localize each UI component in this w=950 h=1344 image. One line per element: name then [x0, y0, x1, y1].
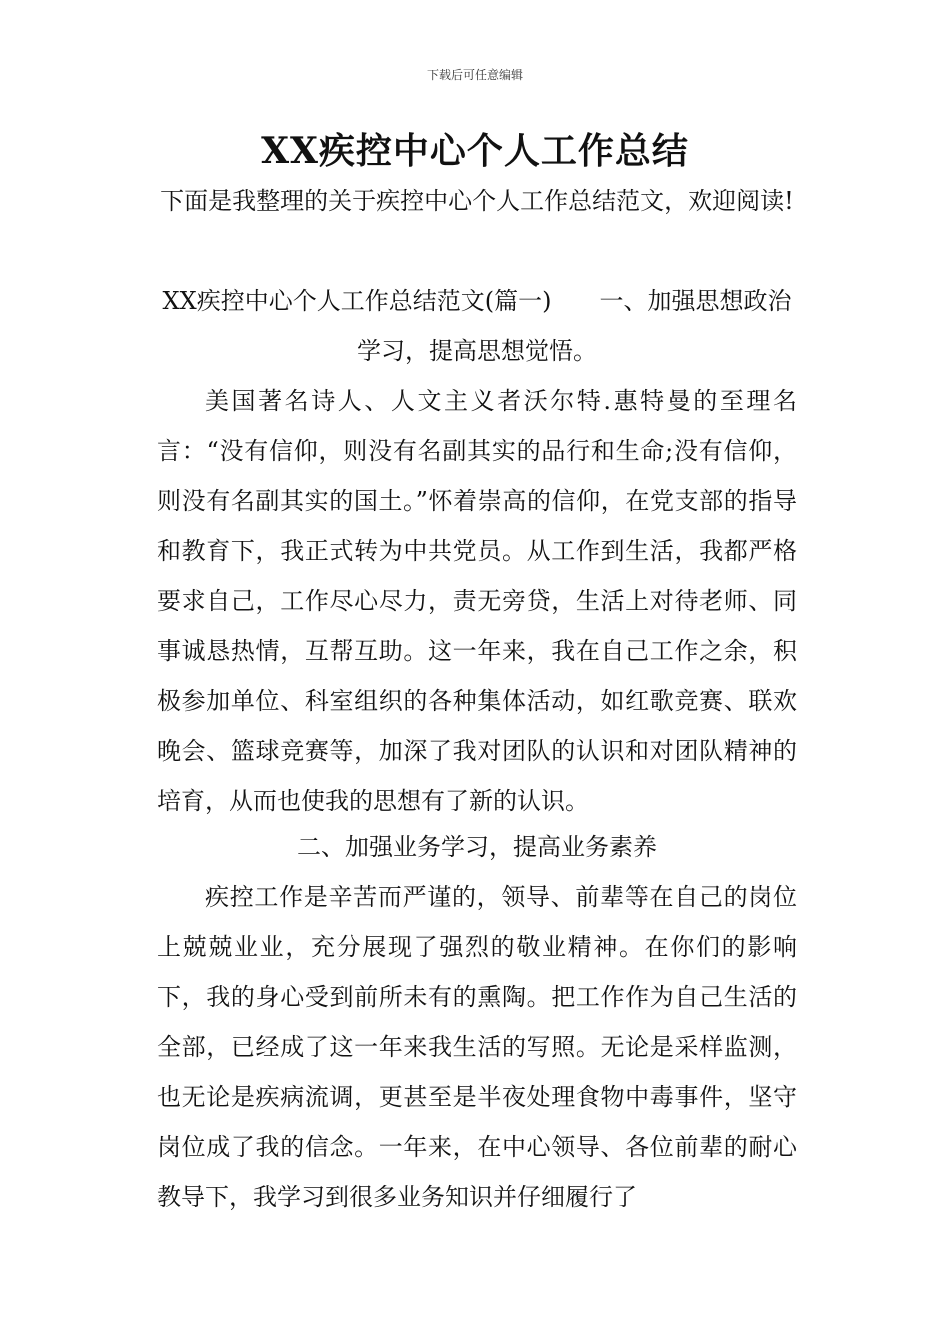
section2-paragraph: 疾控工作是辛苦而严谨的，领导、前辈等在自己的岗位上兢兢业业，充分展现了强烈的敬业精神。在你们的影响下，我的身心受到前所未有的熏陶。把工作作为自己生活的全部，已经成了这一年来我生活的写照。无论是采样监测，也无论是疾病流调，更甚至是半夜处理食物中毒事件，坚守岗位成了我的信念。一年来，在中心领导、各位前辈的耐心教导下，我学习到很多业务知识并仔细履行了	[157, 883, 797, 1211]
section1-heading: 一、加强思想政治学习，提高思想觉悟。	[357, 287, 792, 365]
document-title: XX疾控中心个人工作总结	[261, 130, 689, 172]
section1-paragraph: 美国著名诗人、人文主义者沃尔特.惠特曼的至理名言：“没有信仰，则没有名副其实的品行和生命;没有信仰，则没有名副其实的国土。”怀着崇高的信仰，在党支部的指导和教育下，我正式转为中共党员。从工作到生活，我都严格要求自己，工作尽心尽力，责无旁贷，生活上对待老师、同事诚恳热情，互帮互助。这一年来，我在自己工作之余，积极参加单位、科室组织的各种集体活动，如红歌竞赛、联欢晚会、篮球竞赛等，加深了我对团队的认识和对团队精神的培育，从而也使我的思想有了新的认识。	[157, 387, 797, 815]
header-note: 下载后可任意编辑	[426, 68, 523, 82]
section2-heading: 二、加强业务学习，提高业务素养	[297, 833, 657, 861]
part-label: XX疾控中心个人工作总结范文(篇一)	[162, 287, 552, 315]
part-and-section-heading	[157, 276, 797, 376]
intro-paragraph: 下面是我整理的关于疾控中心个人工作总结范文，欢迎阅读!	[160, 187, 794, 215]
